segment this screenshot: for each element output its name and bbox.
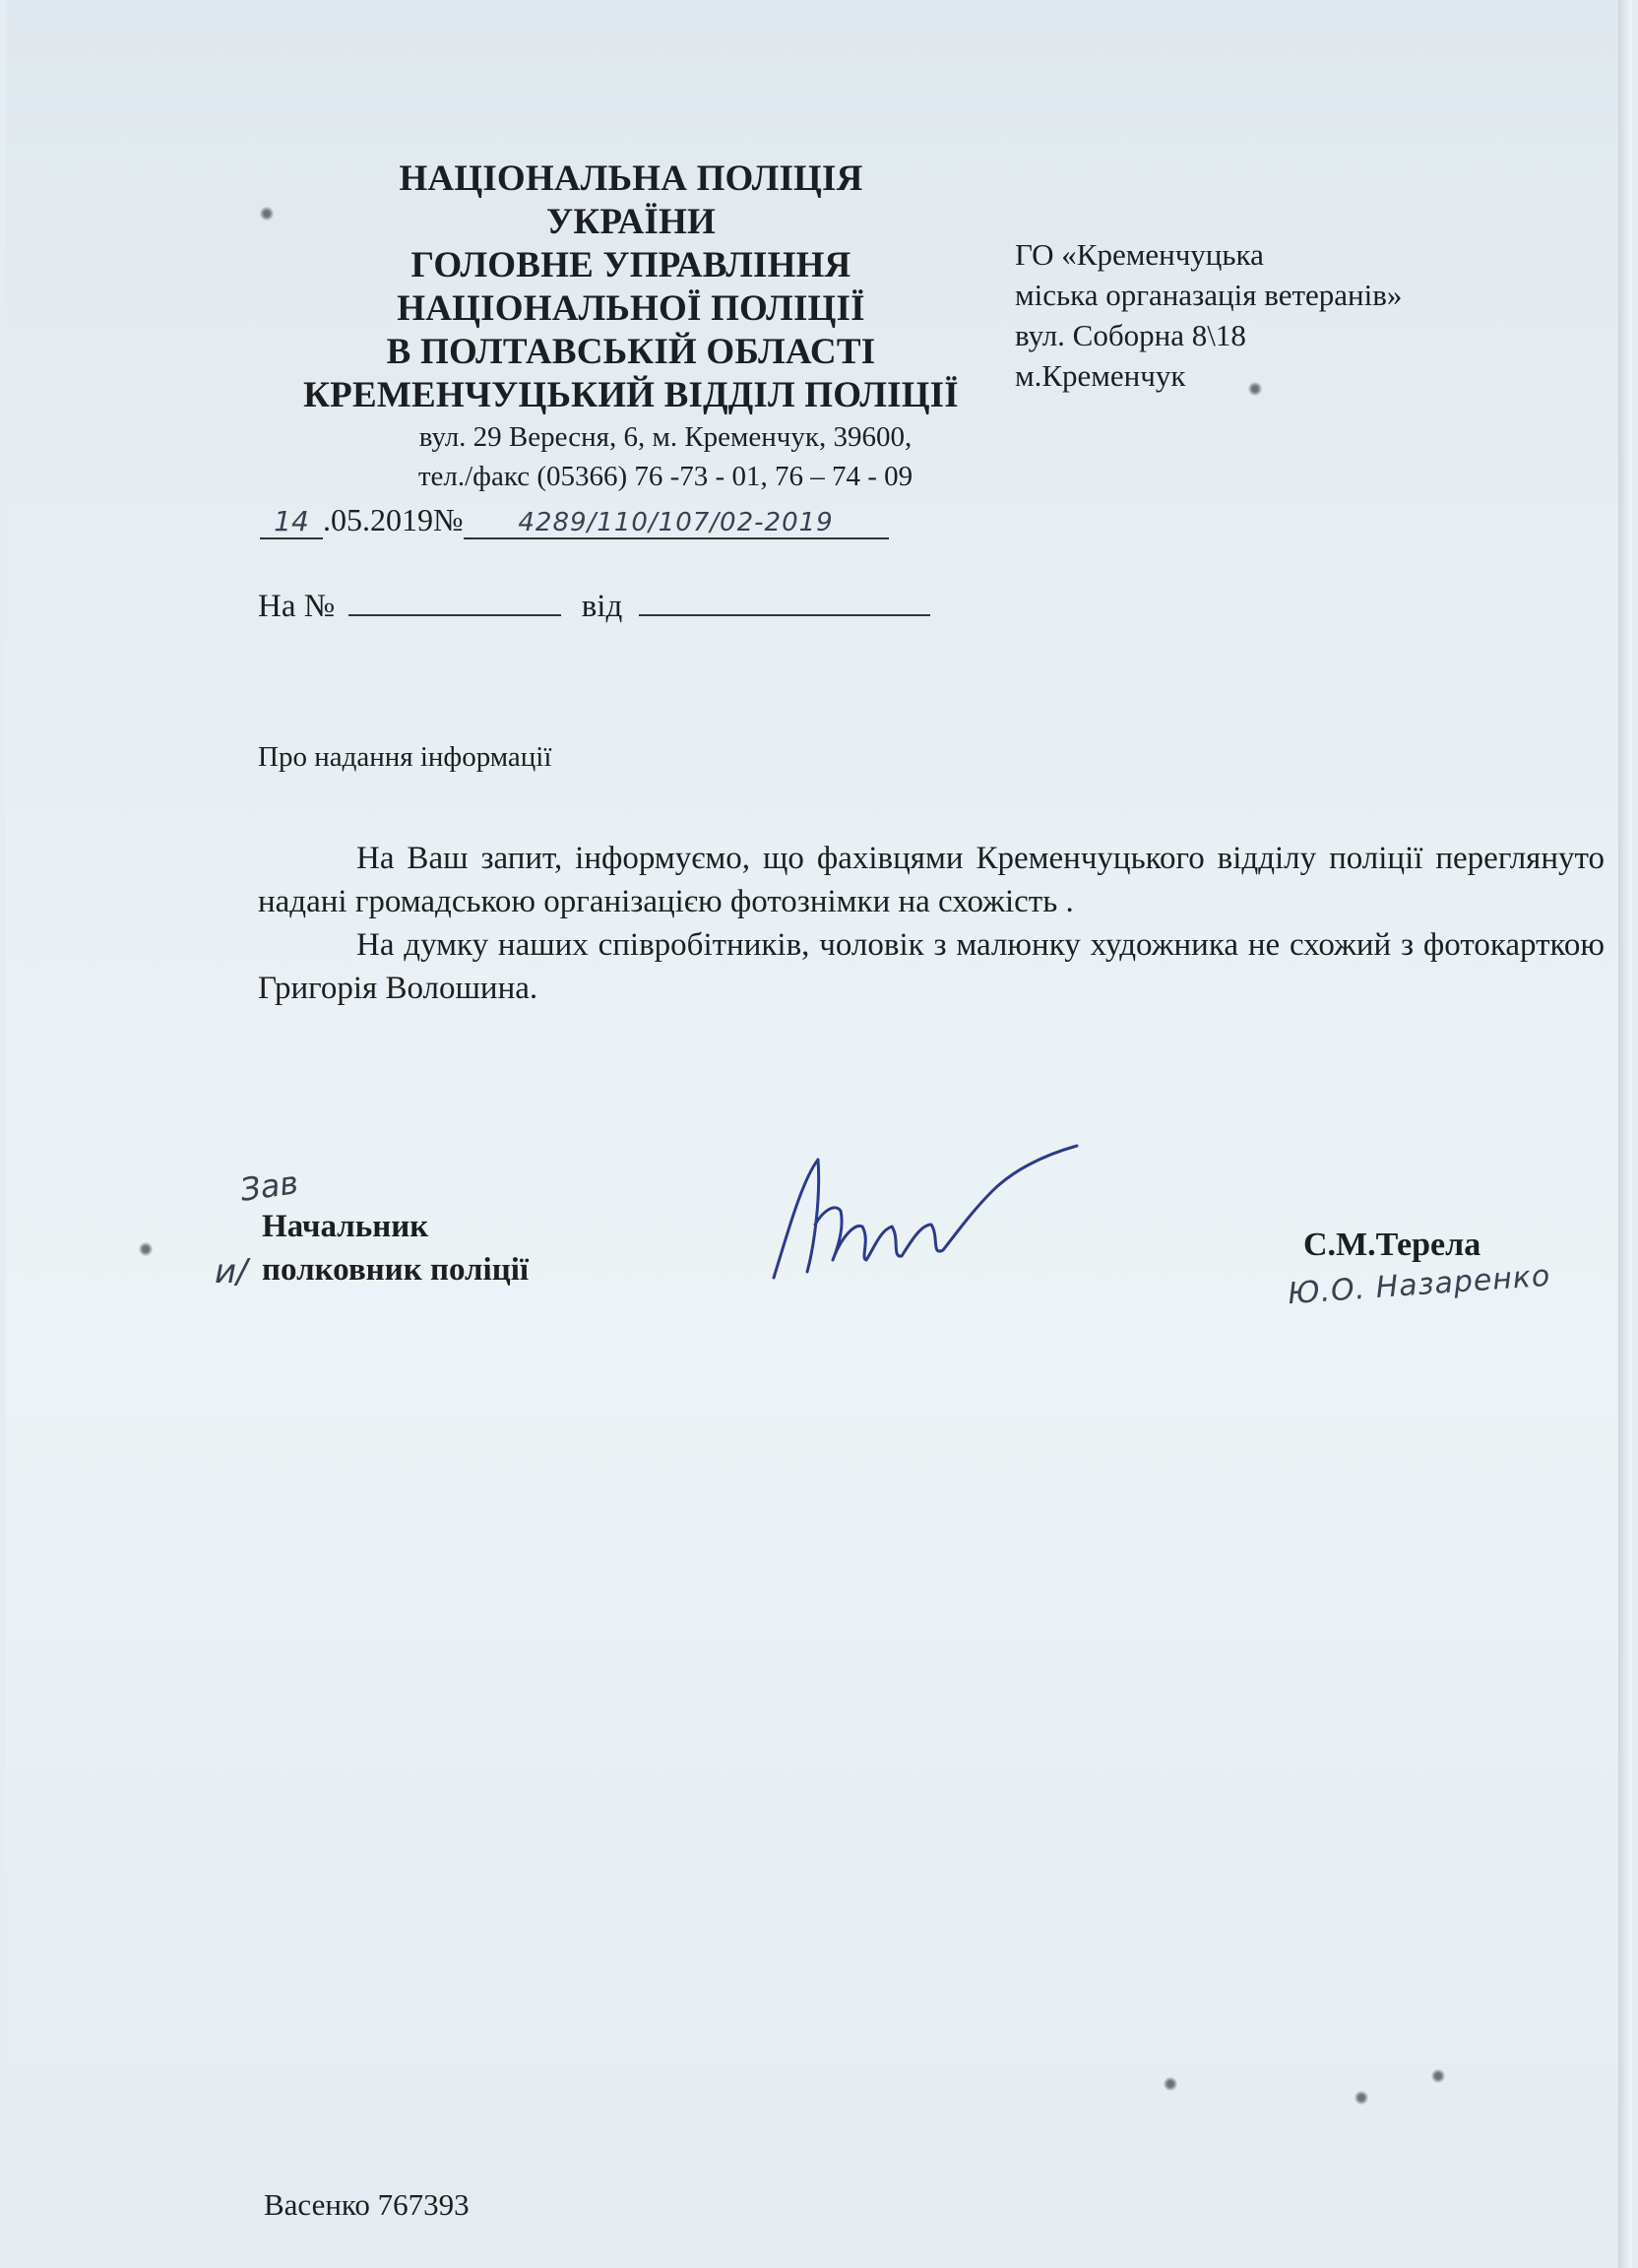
recipient-line: міська органазація ветеранів» <box>1015 278 1403 312</box>
registration-date: .05.2019№ <box>323 502 464 537</box>
letterhead-line: УКРАЇНИ <box>546 202 716 242</box>
scan-dust <box>1164 2077 1177 2091</box>
letterhead-line: КРЕМЕНЧУЦЬКИЙ ВІДДІЛ ПОЛІЦІЇ <box>303 375 959 415</box>
registration-number: 4289/110/107/02-2019 <box>464 508 889 539</box>
letterhead-line: В ПОЛТАВСЬКІЙ ОБЛАСТІ <box>386 332 876 372</box>
handwritten-acting-note: и/ <box>215 1252 248 1292</box>
letterhead-line: НАЦІОНАЛЬНА ПОЛІЦІЯ <box>399 158 863 199</box>
reference-number-blank <box>348 587 561 616</box>
subject-line: Про надання інформації <box>258 741 552 773</box>
handwritten-signer-name: Ю.О. Назаренко <box>1287 1258 1552 1312</box>
letterhead-phone: тел./факс (05366) 76 -73 - 01, 76 – 74 - 09 <box>417 461 914 492</box>
body-paragraph: На думку наших співробітників, чоловік з малюнку художника не схожий з фотокарткою Григорія Волошина. <box>258 927 1605 1006</box>
scan-dust <box>1431 2069 1445 2083</box>
letterhead-line: НАЦІОНАЛЬНОЇ ПОЛІЦІЇ <box>397 288 865 329</box>
recipient-line: ГО «Кременчуцька <box>1015 237 1264 272</box>
handwritten-signature <box>764 1142 1089 1290</box>
recipient-line: вул. Соборна 8\18 <box>1015 318 1246 352</box>
letterhead-line: ГОЛОВНЕ УПРАВЛІННЯ <box>410 245 851 285</box>
letter-body <box>258 837 1605 1010</box>
document-sheet <box>6 0 1632 2268</box>
reference-number-label: На № <box>258 589 336 624</box>
body-paragraph: На Ваш запит, інформуємо, що фахівцями Кременчуцького відділу поліції переглянуто надані громадською організацією фотознімки на схожість . <box>258 841 1605 919</box>
paper-edge <box>1618 0 1632 2268</box>
executor-footer: Васенко 767393 <box>264 2187 470 2222</box>
scan-dust <box>139 1242 153 1256</box>
signatory-title <box>262 1205 529 1292</box>
handwritten-deputy-note: Зав <box>237 1164 301 1209</box>
registration-line <box>260 502 889 539</box>
signer-name: С.М.Терела <box>1303 1227 1481 1263</box>
scan-dust <box>1354 2091 1368 2105</box>
reference-from-label: від <box>581 589 623 624</box>
recipient-block <box>1015 234 1402 396</box>
registration-day: 14 <box>260 505 323 539</box>
letterhead <box>242 158 1020 496</box>
reference-line <box>258 587 930 625</box>
recipient-line: м.Кременчук <box>1015 358 1186 393</box>
signatory-position: Начальник <box>262 1209 429 1244</box>
reference-date-blank <box>639 587 930 616</box>
signatory-rank: полковник поліції <box>262 1252 530 1288</box>
letterhead-address: вул. 29 Вересня, 6, м. Кременчук, 39600, <box>418 421 913 453</box>
